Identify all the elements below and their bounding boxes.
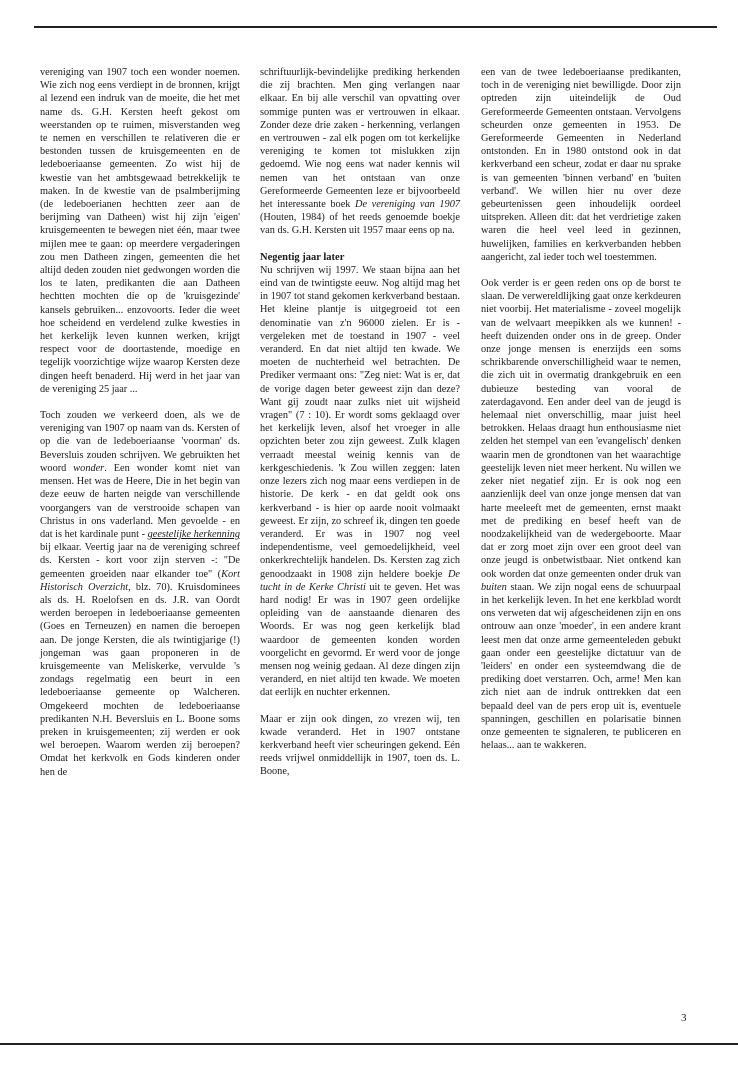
emphasis: geestelijke herkenning [147, 528, 240, 540]
paragraph: Toch zouden we verkeerd doen, als we de vereniging van 1907 op naam van ds. Kersten of op die van de ledeboeriaanse 'voorman' ds. Beversluis zouden schrijven. We gebruikten het woord wonder. Een wonder komt niet van mensen. Het was de Heere, Die in het begin van deze eeuw de harten neigde van verschillende voorgangers van de verstrooide schapen van Christus in ons vaderland. Men gevoelde - en dat is het kardinale punt - geestelijke herkenning bij elkaar. Veertig jaar na de vereniging schreef ds. Kersten - kort voor zijn sterven -: "De gemeenten groeiden naar elkander toe" (Kort Historisch Overzicht, blz. 70). Kruisdominees als ds. H. Roelofsen en ds. J.R. van Oordt werden beroepen in ledeboeriaanse gemeenten (Goes en Terneuzen) en namen die beroepen aan. De jonge Kersten, die als twintigjarige (!) jongeman was gaan proponeren in de kruisgemeente van Meliskerke, vervulde 's zondags regelmatig een beurt in een ledeboeriaanse gemeente op Walcheren. Omgekeerd mochten de ledeboeriaanse predikanten N.H. Beversluis en L. Boone soms preken in kruisgemeenten; zij werden er ook wel beroepen. Waarom werden zij beroepen? Omdat het kerkvolk en Gods kinderen onder hen de [40, 410, 241, 778]
text-column-3 [481, 66, 681, 752]
book-title: De tucht in de Kerke Christi [260, 568, 460, 593]
paragraph: Maar er zijn ook dingen, zo vrezen wij, ten kwade veranderd. Het in 1907 ontstane kerkverband heeft vier scheuringen gekend. Eén reeds vrijwel onmiddellijk in 1907, toen ds. L. Boone, [260, 713, 460, 778]
text-column-2 [260, 66, 460, 779]
emphasis: wonder [73, 462, 105, 474]
bottom-rule [0, 1043, 738, 1045]
text-column-1 [40, 66, 240, 779]
top-rule [34, 26, 717, 28]
paragraph: vereniging van 1907 toch een wonder noemen. Wie zich nog eens verdiept in de bronnen, krijgt al lezend een indruk van de moeite, die het met name ds. G.H. Kersten heeft gekost om weerstanden op te ruimen, misverstanden weg te nemen en verschillen te relativeren die er bestonden tussen de kruisgemeenten en de ledeboeriaanse gemeenten. Zo wist hij de kwestie van het ambtsgewaad betrekkelijk te maken. In de kwestie van de psalmberijming (de ledeboerianen hechtten zeer aan de berijming van Datheen) wist hij zijn 'eigen' kruisgemeenten te bewegen niet één, maar twee mijlen mee te gaan: op meerdere vergaderingen zou men Datheen zingen, gemeenten die het altijd deden zouden niet gedwongen worden die los te laten, predikanten die aan Datheen hechtten mochten die op de 'kruisgezinde' kansels gebruiken... enzovoorts. Ieder die weet hoe scheidend en verdelend zulke kwesties in het kerkelijk leven kunnen werken, krijgt respect voor de doortastende, moedige en tegelijk voorzichtige wijze waarop Kersten deze dingen heeft benaderd. Hij werd in het jaar van de vereniging 25 jaar ... [40, 67, 240, 395]
section-heading: Negentig jaar later [260, 251, 345, 263]
paragraph: een van de twee ledeboeriaanse predikanten, toch in de vereniging niet bewilligde. Door zijn optreden zijn uiteindelijk de Oud Gereformeerde Gemeenten ontstaan. Vervolgens scheurden onze gemeenten in 1953. De Gereformeerde Gemeenten in Nederland ontstonden. En in 1980 ontstond ook in dat kerkverband een scheur, zodat er daar nu sprake is van gemeenten 'binnen verband' en 'buiten verband'. We willen hier nu over deze gebeurtenissen geen inhoudelijk oordeel uitspreken. Alleen dit: dat het verdrietige zaken waren die heel veel leed in gezinnen, huwelijken, families en kerkverbanden hebben aangericht, zal ieder toch wel toestemmen. [481, 67, 681, 263]
paragraph: Ook verder is er geen reden ons op de borst te slaan. De verwereldlijking gaat onze kerkdeuren niet voorbij. Het materialisme - zoveel mogelijk van de welvaart meepikken als we kunnen! - heeft duizenden onder ons in de greep. Onder onze jonge mensen is enerzijds een soms schrikbarende onverschilligheid waar te nemen, die zich uit in overmatig drankgebruik en een dubieuze besteding van vooral de zaterdagavond. Een ander deel van de jeugd is helemaal niet onverschillig, maar juist heel betrokken. Helaas draagt hun enthousiasme niet zelden het stempel van een 'evangelisch' denken waarin men de grondtonen van het waarachtige geestelijk leven niet meer herkent. Nu willen we zeker niet negatief zijn. Er is ook nog een aanzienlijk deel van onze jonge mensen dat van harte meeleeft met de gemeenten, ernst maakt met de prediking en besef heeft van de noodzakelijkheid van de wedergeboorte. Maar dat er zorg moet zijn over een groot deel van onze jeugd is onbetwistbaar. Niet ontkend kan ook worden dat onze gemeenten onder druk van buiten staan. We zijn nogal eens de schuurpaal in het kerkelijk leven. In het ene kerkblad wordt ons verweten dat wij afgescheidenen zijn en ons ontrouw aan onze 'moeder', in een andere krant leest men dat onze arme gemeenteleden gebukt gaan onder een geestelijke dictatuur van de 'leiders' en onder een systeemdwang die de prediking doet verstarren. Och, arme! Men kan zich niet aan de indruk onttrekken dat een bepaald deel van de pers erop uit is, eventuele spanningen, geschillen en polarisatie binnen onze gemeenten te signaleren, te publiceren en helaas... aan te wakkeren. [481, 278, 681, 752]
paragraph: schriftuurlijk-bevindelijke prediking herkenden die zij brachten. Men ging verlangen naar elkaar. En bij alle verschil van opvatting over sommige punten was er vertrouwen in elkaar. Zonder deze drie zaken - herkenning, verlangen en vertrouwen - zal elk pogen om tot kerkelijke vereniging te komen tot mislukken zijn gedoemd. Wie nog eens wat nader kennis wil nemen van het ontstaan van onze Gereformeerde Gemeenten leze er bijvoorbeeld het interessante boek De vereniging van 1907 (Houten, 1984) of het reeds genoemde boekje van ds. G.H. Kersten uit 1957 maar eens op na. [260, 67, 461, 237]
citation-title: Kort Historisch Overzicht [40, 568, 240, 593]
emphasis: buiten [481, 581, 507, 593]
paragraph: Nu schrijven wij 1997. We staan bijna aan het eind van de twintigste eeuw. Nog altijd mag het in 1907 tot stand gekomen kerkverband bestaan. Het kleine plantje is uitgegroeid tot een denominatie van z'n 96000 zielen. Er is - vergeleken met de toestand in 1907 - veel veranderd. En dat niet altijd ten kwade. We moeten de nuchterheid wel betrachten. De Prediker vermaant ons: "Zeg niet: Wat is er, dat de vorige dagen beter geweest zijn dan deze? Want gij zoudt naar zulks niet uit wijsheid vragen" (7 : 10). Er wordt soms geklaagd over het kerkelijk leven, alsof het vroeger in alle opzichten beter zou zijn geweest. Zulk klagen verraadt meestal weinig kennis van de kerkgeschiedenis. 'k Zou willen zeggen: laten onze lezers zich nog maar eens verdiepen in de historie. De kerk - en dat geldt ook ons kerkverband - is hier op aarde nooit volmaakt geweest. Er zijn, zo schreef ik, dingen ten goede veranderd. Er was in 1907 nog veel independentisme, veel gemoedelijkheid, veel onkerkrechtelijk handelen. Ds. Kersten zag zich genoodzaakt in 1908 zijn heldere boekje De tucht in de Kerke Christi uit te geven. Het was hard nodig! Er was in 1907 geen ordelijke opleiding van de aanstaande dienaren des Woords. Er was nog geen kerkelijk blad waardoor de gemeenten konden worden voorgelicht en gevormd. Er werd voor de jonge mensen nog weinig gedaan. Al deze dingen zijn veranderd, en niet altijd ten kwade. We moeten dat eerlijk en nuchter erkennen. [260, 264, 461, 699]
page-number: 3 [681, 1012, 687, 1024]
book-title: De vereniging van 1907 [355, 199, 461, 211]
